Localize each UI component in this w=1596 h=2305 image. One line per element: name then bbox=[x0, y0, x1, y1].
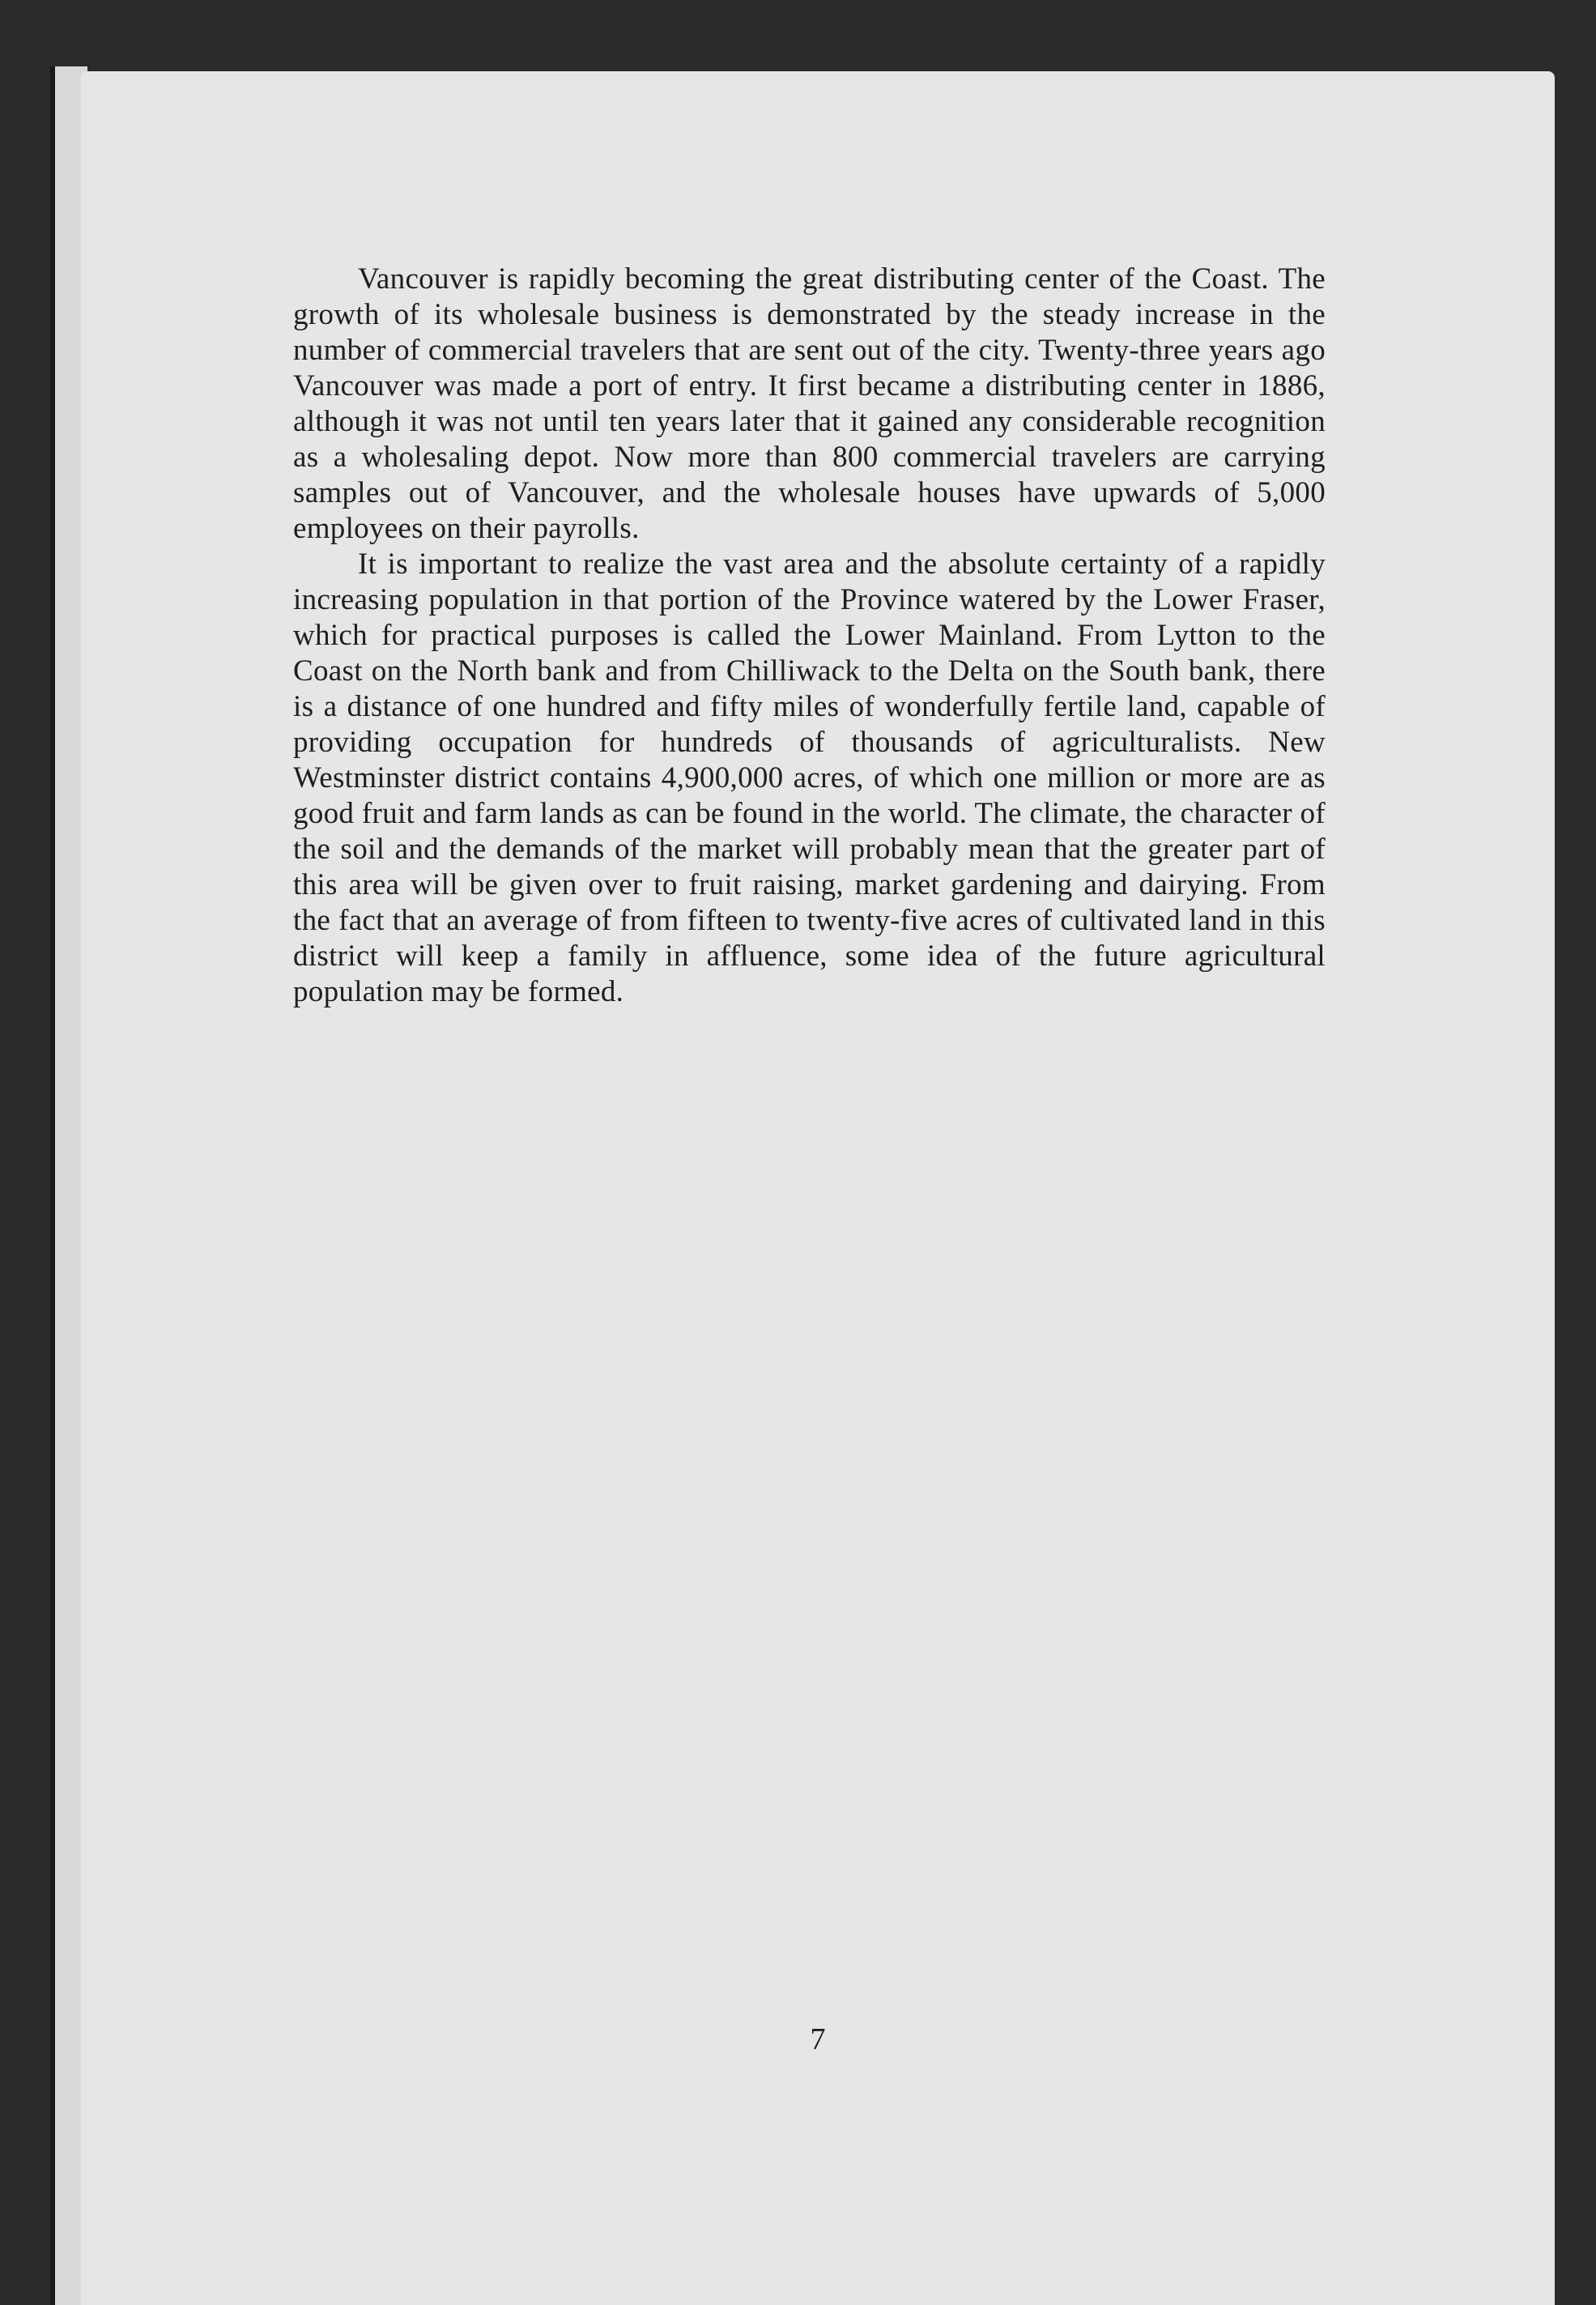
page-number: 7 bbox=[810, 2022, 826, 2056]
paragraph-1: Vancouver is rapidly becoming the great distributing center of the Coast. The growth of its wholesale business is demonstrated by the steady increase in the number of commercial travelers that are sent out of the city. Twenty-three years ago Vancouver was made a port of entry. It first became a distributing center in 1886, although it was not until ten years later that it gained any considerable recognition as a wholesaling depot. Now more than 800 commercial travelers are carrying samples out of Vancouver, and the wholesale houses have upwards of 5,000 employees on their payrolls. bbox=[293, 262, 1326, 545]
paragraph-2: It is important to realize the vast area and the absolute certainty of a rapidly increasing population in that portion of the Province watered by the Lower Fraser, which for practical purposes is called the Lower Mainland. From Lytton to the Coast on the North bank and from Chilliwack to the Delta on the South bank, there is a distance of one hundred and fifty miles of wonderfully fertile land, capable of providing occupation for hundreds of thousands of agriculturalists. New Westminster district contains 4,900,000 acres, of which one million or more are as good fruit and farm lands as can be found in the world. The climate, the character of the soil and the demands of the market will probably mean that the greater part of this area will be given over to fruit raising, market gardening and dairying. From the fact that an average of from fifteen to twenty-five acres of cultivated land in this district will keep a family in affluence, some idea of the future agricultural population may be formed. bbox=[293, 547, 1326, 1008]
body-text bbox=[293, 262, 1326, 1010]
document-page bbox=[81, 71, 1555, 2305]
